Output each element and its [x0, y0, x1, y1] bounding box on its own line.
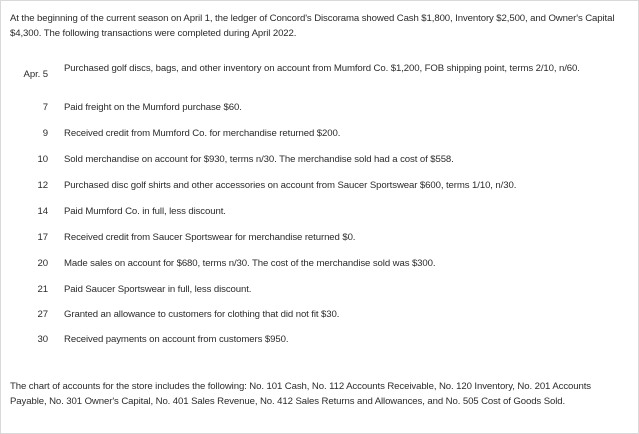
- transaction-date: 17: [37, 232, 48, 243]
- transaction-description: Received credit from Mumford Co. for merchandise returned $200.: [64, 128, 341, 139]
- transaction-date: 7: [42, 102, 48, 113]
- transaction-date: 20: [37, 258, 48, 269]
- transaction-date: Apr. 5: [23, 69, 48, 80]
- transaction-date: 9: [42, 128, 48, 139]
- transaction-description: Paid Mumford Co. in full, less discount.: [64, 206, 226, 217]
- transaction-description: Paid freight on the Mumford purchase $60.: [64, 102, 242, 113]
- chart-of-accounts-paragraph: The chart of accounts for the store includes the following: No. 101 Cash, No. 112 Accounts Receivable, No. 120 Inventory, No. 201 Accounts Payable, No. 301 Owner's Capital, No. 401 Sales Revenue, No. 412 Sales Returns and Allowances, and No. 505 Cost of Goods Sold.: [10, 381, 591, 407]
- transaction-description: Purchased golf discs, bags, and other inventory on account from Mumford Co. $1,200, FOB shipping point, terms 2/10, n/60.: [64, 63, 580, 74]
- transaction-date: 30: [37, 334, 48, 345]
- transaction-description: Sold merchandise on account for $930, terms n/30. The merchandise sold had a cost of $558.: [64, 154, 454, 165]
- transaction-date: 10: [37, 154, 48, 165]
- transaction-description: Received payments on account from customers $950.: [64, 334, 289, 345]
- transaction-description: Granted an allowance to customers for clothing that did not fit $30.: [64, 309, 340, 320]
- transaction-date: 21: [37, 284, 48, 295]
- intro-paragraph: At the beginning of the current season on April 1, the ledger of Concord's Discorama showed Cash $1,800, Inventory $2,500, and Owner's Capital $4,300. The following transactions were completed during April 2022.: [10, 13, 615, 39]
- transaction-description: Paid Saucer Sportswear in full, less discount.: [64, 284, 252, 295]
- transaction-date: 14: [37, 206, 48, 217]
- transaction-date: 27: [37, 309, 48, 320]
- transaction-date: 12: [37, 180, 48, 191]
- transaction-description: Purchased disc golf shirts and other accessories on account from Saucer Sportswear $600, terms 1/10, n/30.: [64, 180, 517, 191]
- transaction-description: Made sales on account for $680, terms n/30. The cost of the merchandise sold was $300.: [64, 258, 436, 269]
- transaction-description: Received credit from Saucer Sportswear for merchandise returned $0.: [64, 232, 356, 243]
